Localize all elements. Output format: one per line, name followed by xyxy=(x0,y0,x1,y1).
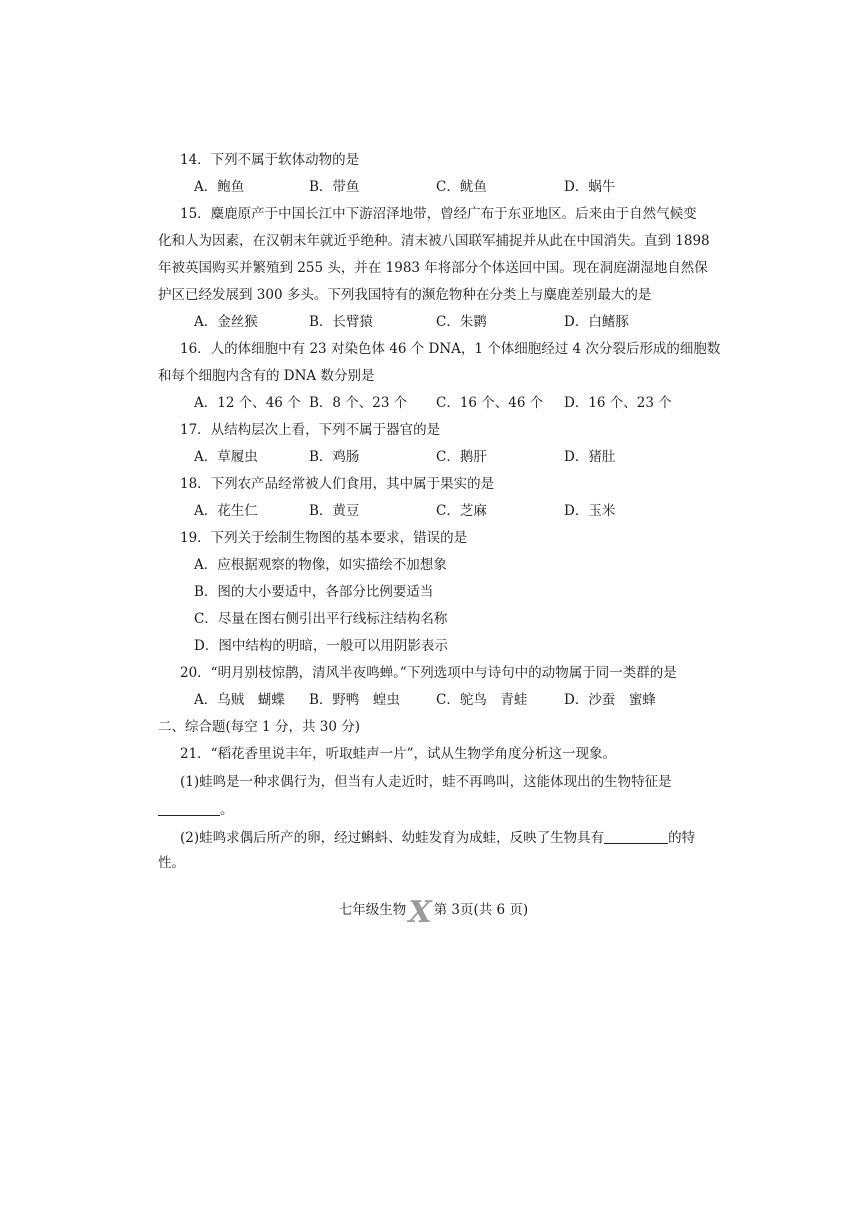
q20-stem: 20．“明月别枝惊鹊，清风半夜鸣蝉。”下列选项中与诗句中的动物属于同一类群的是 xyxy=(180,665,677,681)
q17-option-a: A．草履虫 xyxy=(194,449,258,465)
q17-option-c: C．鹅肝 xyxy=(436,449,487,465)
q21-part1-line1: (1)蛙鸣是一种求偶行为，但当有人走近时，蛙不再鸣叫，这能体现出的生物特征是 xyxy=(180,774,672,790)
q14-option-a: A．鲍鱼 xyxy=(194,179,245,195)
q16-line-2: 和每个细胞内含有的 DNA 数分别是 xyxy=(158,368,375,384)
q15-line-2: 化和人为因素，在汉朝末年就近乎绝种。清末被八国联军捕捉并从此在中国消失。直到 1898 xyxy=(158,233,710,249)
q19-option-a: A．应根据观察的物像，如实描绘不加想象 xyxy=(194,557,447,573)
footer-subject: 七年级生物 xyxy=(338,902,407,918)
q14-option-d: D．蜗牛 xyxy=(564,179,616,195)
q17-option-b: B．鸡肠 xyxy=(309,449,360,465)
q21-part2-line1 xyxy=(180,830,695,846)
q16-option-d: D．16 个、23 个 xyxy=(564,395,672,411)
q14-option-c: C．鱿鱼 xyxy=(436,179,487,195)
q21-part2-text-b: 的特 xyxy=(668,830,696,846)
q19-option-c: C．尽量在图右侧引出平行线标注结构名称 xyxy=(194,611,448,627)
q21-answer-blank-1[interactable] xyxy=(158,802,220,816)
x-logo-icon: X xyxy=(408,895,432,930)
q16-line-1: 16．人的体细胞中有 23 对染色体 46 个 DNA，1 个体细胞经过 4 次分裂后形成的细胞数 xyxy=(180,341,721,357)
page-footer xyxy=(0,895,867,930)
q20-option-d: D．沙蚕 蜜蜂 xyxy=(564,692,656,708)
q15-line-3: 年被英国购买并繁殖到 255 头，并在 1983 年将部分个体送回中国。现在洞庭湖湿地自然保 xyxy=(158,260,708,276)
q18-option-a: A．花生仁 xyxy=(194,503,258,519)
q21-part2-text-a: (2)蛙鸣求偶后所产的卵，经过蝌蚪、幼蛙发育为成蛙，反映了生物具有 xyxy=(180,830,605,846)
footer-page-number: 第 3页(共 6 页) xyxy=(433,902,529,918)
q20-option-c: C．鸵鸟 青蛙 xyxy=(436,692,528,708)
q17-stem: 17．从结构层次上看，下列不属于器官的是 xyxy=(180,422,441,438)
q18-option-b: B．黄豆 xyxy=(309,503,360,519)
q16-option-b: B．8 个、23 个 xyxy=(309,395,408,411)
q18-option-c: C．芝麻 xyxy=(436,503,487,519)
q18-option-d: D．玉米 xyxy=(564,503,616,519)
q15-line-1: 15．麋鹿原产于中国长江中下游沼泽地带，曾经广布于东亚地区。后来由于自然气候变 xyxy=(180,206,697,222)
q17-option-d: D．猪肚 xyxy=(564,449,616,465)
q21-answer-blank-2[interactable] xyxy=(604,830,668,844)
q16-option-c: C．16 个、46 个 xyxy=(436,395,544,411)
q15-option-a: A．金丝猴 xyxy=(194,314,258,330)
q15-option-b: B．长臂猿 xyxy=(309,314,373,330)
q20-option-a: A．乌贼 蝴蝶 xyxy=(194,692,285,708)
q19-option-b: B．图的大小要适中，各部分比例要适当 xyxy=(194,584,434,600)
q21-stem: 21．“稻花香里说丰年，听取蛙声一片”，试从生物学角度分析这一现象。 xyxy=(180,746,616,762)
q16-option-a: A．12 个、46 个 xyxy=(194,395,301,411)
q20-option-b: B．野鸭 蝗虫 xyxy=(309,692,400,708)
q15-option-c: C．朱鹮 xyxy=(436,314,487,330)
q18-stem: 18．下列农产品经常被人们食用，其中属于果实的是 xyxy=(180,476,495,492)
q19-stem: 19．下列关于绘制生物图的基本要求，错误的是 xyxy=(180,530,468,546)
q14-option-b: B．带鱼 xyxy=(309,179,360,195)
q15-option-d: D．白鳍豚 xyxy=(564,314,629,330)
q19-option-d: D．图中结构的明暗，一般可以用阴影表示 xyxy=(194,638,448,654)
q15-line-4: 护区已经发展到 300 多头。下列我国特有的濒危物种在分类上与麋鹿差别最大的是 xyxy=(158,287,652,303)
section-2-heading: 二、综合题(每空 1 分，共 30 分) xyxy=(158,719,360,735)
q21-part1-line2 xyxy=(158,802,234,818)
q14-stem: 14．下列不属于软体动物的是 xyxy=(180,152,360,168)
q21-part2-line2: 性。 xyxy=(158,855,185,871)
q21-part1-end: 。 xyxy=(220,802,234,818)
